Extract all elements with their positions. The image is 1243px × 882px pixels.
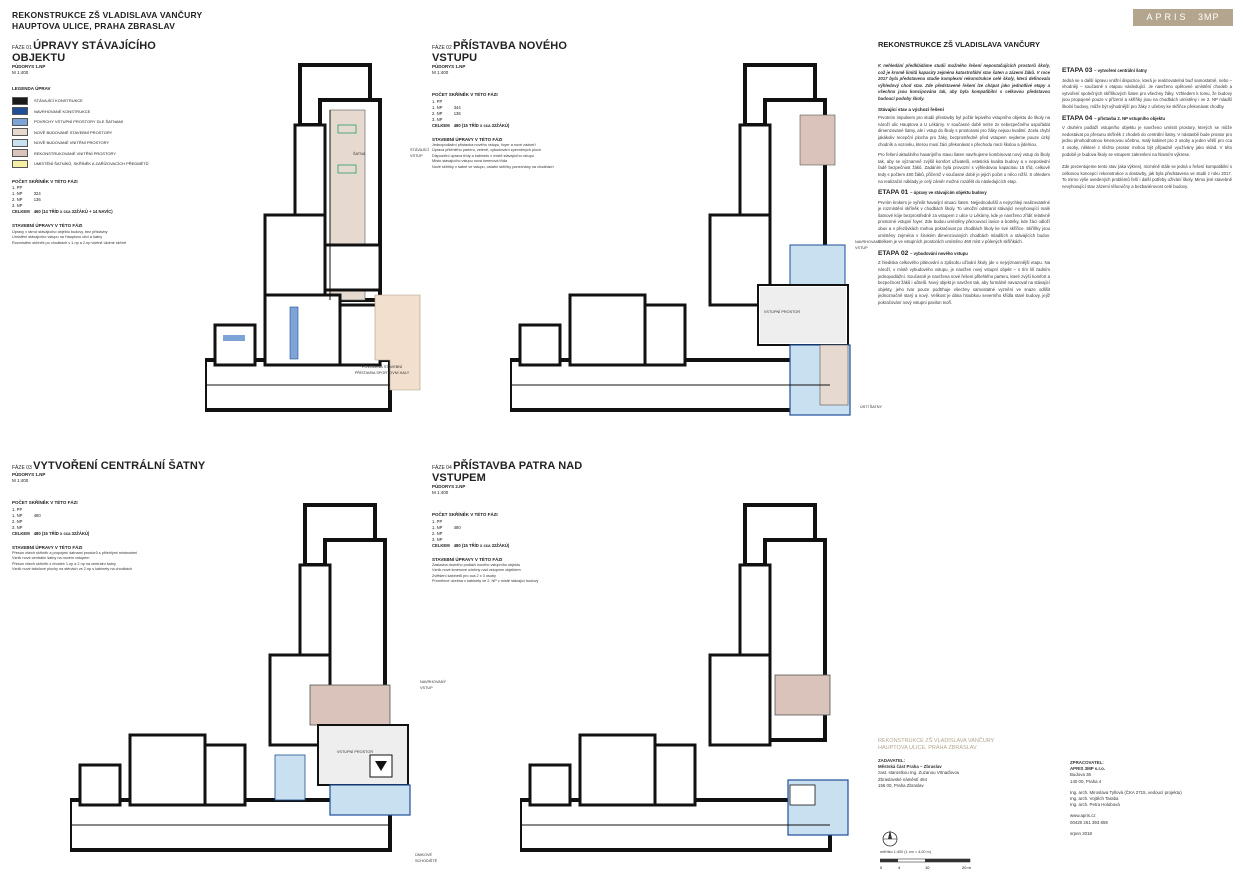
section-text: Prvním krokem je vyřešit havarijní situaci šaten. Nejjednodušší a nejrychleji realizovatelné je rozmístění skříněk v chodbách školy. To umožní odstranit stávající nevyhovující malé šatnové kóje bezprostředně za vstupem z ulice U Lékárny, kde je navrženo zřídit relativně prostorné vstupní foyer. Zde budou umístěny přezouvací lavice a botníky, kde žáci odloží obuv a v přezůvkách mohou pokračovat po chodbách školy ke své skříňce. Skříňky jsou umístěny zejména v širokém dimenzovaných chodbách mladších a stávajících budov. Celkem je ve vstupních prostorách umístěno 460 míst v půlených skříňkách. <box>878 199 1050 245</box>
legend-label: NAVRHOVANÉ KONSTRUKCE <box>34 108 91 114</box>
section-title: Stávající stav a výchozí řešení <box>878 106 944 112</box>
section-text: V druhém podlaží vstupního objektu je navrženo umístit prostory, kterých se může nedostávat po přesunu skříněk z chodeb do centrální šatny. V nástavbě bude prostor pro jednu plnohodnotnou kmenovou učebnu, malý kabinet pro 2 osoby a jeden větší pro cca 4 osoby, některé z těchto prostor mohou být případně využívány jako sklad. V této podobě je budova školy se vstupem zakresleni na hlavním výkrese. <box>1062 125 1232 157</box>
phase4-changes-title: STAVEBNÍ ÚPRAVY V TÉTO FÁZI <box>432 556 503 562</box>
phase1-scale: M 1:400 <box>12 70 29 76</box>
phase3-floor: PŮDORYS 1.NP <box>12 472 46 477</box>
etapa-title: ETAPA 03 <box>1062 67 1093 74</box>
phase3-count-title: POČET SKŘÍNĚK V TÉTO FÁZI <box>12 500 78 506</box>
list-item: Zastavba druhého podlaží nového vstupního objektu <box>432 562 521 567</box>
floor-cell: 3. NP <box>12 524 23 530</box>
legend-row <box>12 159 212 170</box>
report-column <box>878 40 1233 307</box>
legend-row <box>12 127 212 138</box>
list-item: Přesun všech skříněk z chodeb 1.np a 2.np na centrální šatny <box>12 561 116 566</box>
phase2-floor-plan <box>510 55 870 420</box>
legend-row <box>12 106 212 117</box>
author-line: Budova 36 <box>1070 772 1091 778</box>
etapa-subtitle: – vybudování nového vstupu <box>910 250 968 256</box>
legend-swatch <box>12 139 28 147</box>
scale-tick: 10 <box>925 865 930 870</box>
legend-row <box>12 117 212 128</box>
floor-cell: CELKEM <box>12 209 30 215</box>
phase3-title: VYTVOŘENÍ CENTRÁLNÍ ŠATNY <box>33 460 206 472</box>
legend-row <box>12 138 212 149</box>
floor-cell: 1. PP <box>432 98 443 104</box>
count-cell: 480 (15 TŘÍD x cca 32ŽÁKŮ) <box>453 122 510 128</box>
phase1-changes-title: STAVEBNÍ ÚPRAVY V TÉTO FÁZI <box>12 223 83 229</box>
phase3-changes-title: STAVEBNÍ ÚPRAVY V TÉTO FÁZI <box>12 544 83 550</box>
phase4-title: PŘÍSTAVBA PATRA NAD VSTUPEM <box>432 460 583 484</box>
phase2-changes-title: STAVEBNÍ ÚPRAVY V TÉTO FÁZI <box>432 136 503 142</box>
etapa-heading <box>878 190 1050 197</box>
author-label: ZPRACOVATEL: <box>1070 760 1104 765</box>
section-text: Pro řešení aktuálního havarijního stavu šaten navrhujeme kombinovat nový vstup do školy tak, aby se významně zvýšil komfort uživatelů, estetická kvalita budovy a v neposlední řadě bezpečnost žáků. Zadáním byla provozní s výhledovou kapacitou 15 tříd, celkově tedy s počtem 480 žáků, přičemž v současné době je jejich počet o něco nižší. S ohledem na realizační náklady je celý záměr možné rozdělit do následujících etap. <box>878 152 1050 184</box>
client-line: Zbraslavské náměstí 464 <box>878 776 928 782</box>
legend-label: REKONSTRUKOVANÉ VNITŘNÍ PROSTORY <box>34 150 117 156</box>
scale-tick: 4 <box>898 865 901 870</box>
phase3-exit-note: ÚNIKOVÉ SCHODIŠTĚ <box>415 853 438 863</box>
table-row <box>432 543 513 549</box>
section-text: Prvotním impulsem pro studii přestavby byl požár lepivého vstupního objektu do školy na nároží ulic Hauptova a U Lékárny. V současné době nelze 2x nebezpečného uspořádat dimenzované šatny, ale i vstup do školy s prostorami pro žáky nejsou kvalitní. Zcela chybí jakákoliv recepční plocha pro žáky, bezprostředně před vstupem nejdeme pouze úzký chodník a vozovku, kterou musí žáci překonávat v přechodu mezi školou a jídelnou. <box>878 115 1050 147</box>
legend-title: LEGENDA ÚPRAV <box>12 86 51 92</box>
phase3-heading <box>12 460 212 472</box>
list-item: Nové skříňky v šatně ve vstupu, ostatní skříňky ponechány na chodbách <box>432 164 554 169</box>
phase2-count-table <box>432 99 513 129</box>
legend-label: UMÍSTĚNÍ ŠATNÍKŮ, SKŘÍNĚK A ZAŘÍZOVACÍCH PŘEDMĚTŮ <box>34 161 149 167</box>
floor-cell: 1. NP <box>432 104 443 110</box>
legend <box>12 96 212 170</box>
table-row <box>432 123 513 129</box>
floor-cell: 1. NP <box>12 191 23 197</box>
report-title: REKONSTRUKCE ZŠ VLADISLAVA VANČURY <box>878 40 1040 49</box>
list-item: Místo stávajícího vstupu nová kmenová třída <box>432 159 508 164</box>
credits-client <box>878 738 1058 789</box>
north-arrow-icon <box>880 828 900 850</box>
logo-suffix: 3MP <box>1198 12 1220 22</box>
list-item: Proměnné učebna v kabinety ve 2. NP v místě stávající budovy <box>432 579 539 584</box>
author-line: Ing. arch. Vojtěch Taraba <box>1070 796 1119 802</box>
legend-swatch <box>12 97 28 105</box>
count-cell: 344 <box>453 104 461 110</box>
etapa-heading <box>878 251 1050 258</box>
credits-project-title: REKONSTRUKCE ZŠ VLADISLAVA VANČURY <box>878 738 995 744</box>
etapa-heading <box>1062 68 1232 75</box>
floor-cell: 1. NP <box>12 512 23 518</box>
report-intro: K nehledání předkládáme studii možného řešení nepostačujících prostorů školy, což je kromě limitů kapacity zejména katastrofální stav šaten a zázemí žáků. V roce 2017 byla představena studie komplexní rekonstrukce celé školy, která definovala výhledový chod stav. Zde představené řešení lze chápat jako jednotlivé etapy a všechna jsou koncipována tak, aby byla kompatibilní s celkovou představou budoucí podoby školy. <box>878 63 1050 101</box>
phase3-foyer-note: VSTUPNÍ PROSTOR <box>336 750 374 754</box>
list-item: Vznik nové centrální šatny na novém vstupem <box>12 556 90 561</box>
scale-tick: 20 m <box>962 865 971 870</box>
credits-project-address: HAUPTOVA ULICE, PRAHA ZBRASLAV <box>878 745 977 751</box>
floor-cell: 2. NP <box>432 110 443 116</box>
floor-cell: 2. NP <box>432 530 443 536</box>
author-line: www.apris.cz <box>1070 813 1096 819</box>
client-line: 156 00, Praha Zbraslav <box>878 782 924 788</box>
list-item: Dispoziční úprava třídy a kabinetu v místě stávajícího vstupu <box>432 153 534 158</box>
legend-row <box>12 96 212 107</box>
floor-cell: CELKEM <box>432 542 450 548</box>
floor-cell: 1. PP <box>12 506 23 512</box>
floor-cell: 2. NP <box>12 518 23 524</box>
project-header <box>12 10 202 32</box>
phase4-floor: PŮDORYS 2.NP <box>432 484 466 489</box>
report-col-left <box>878 63 1050 307</box>
phase1-count-title: POČET SKŘÍNĚK V TÉTO FÁZI <box>12 179 78 185</box>
project-title: REKONSTRUKCE ZŠ VLADISLAVA VANČURY <box>12 10 203 20</box>
phase2-label: FÁZE 02 <box>432 45 452 51</box>
count-cell: 324 <box>33 191 41 197</box>
etapa-title: ETAPA 02 <box>878 249 909 257</box>
phase1-heading <box>12 40 212 64</box>
list-item: Úpravy v rámci stávajícího objektu budovy, bez přístavby <box>12 229 108 234</box>
legend-label: NOVĚ BUDOVANÉ VNITŘNÍ PROSTORY <box>34 140 110 146</box>
phase1-title: ÚPRAVY STÁVAJÍCÍHO OBJEKTU <box>12 40 156 64</box>
phase3-scale: M 1:400 <box>12 478 29 484</box>
list-item: Vznik nové kmenové učebny nad vstupním objektem <box>432 568 521 573</box>
scale-bar <box>880 858 980 874</box>
phase1-entrance-note: STÁVAJÍCÍ VSTUP <box>410 148 429 158</box>
scale-text: měřítko 1:400 (1 cm = 4,00 m) <box>880 850 931 854</box>
phase4-heading <box>432 460 592 484</box>
legend-swatch <box>12 160 28 168</box>
list-item: Zvětšení kabinetů pro cca 2 x 3 osoby <box>432 573 496 578</box>
phase2-stairs-note: ÚSTÍ ŠATNY <box>860 405 883 409</box>
etapa-subtitle: – přístavba 2. NP vstupního objektu <box>1094 115 1166 121</box>
phase1-sports-note: POVOLENÁ STAVEBNÍ PŘÍSTAVBA SPORTOVNÍ HALY <box>354 365 410 375</box>
count-cell: 480 (15 TŘÍD x cca 32ŽÁKŮ) <box>33 530 90 536</box>
client-label: ZADAVATEL: <box>878 758 906 763</box>
report-col-right <box>1062 63 1232 307</box>
floor-cell: 1. PP <box>12 185 23 191</box>
count-cell: 136 <box>453 110 461 116</box>
phase1-changes <box>12 230 212 247</box>
etapa-heading <box>1062 116 1232 123</box>
floor-cell: 1. NP <box>432 524 443 530</box>
phase1-floor: PŮDORYS 1.NP <box>12 64 46 69</box>
client-line: Městská část Praha – Zbraslav <box>878 764 942 770</box>
phase3-label: FÁZE 03 <box>12 465 32 471</box>
floor-cell: 3. NP <box>12 203 23 209</box>
scale-tick: 0 <box>880 865 883 870</box>
phase4-count-title: POČET SKŘÍNĚK V TÉTO FÁZI <box>432 512 498 518</box>
phase2-entrance-note: NAVRHOVANÝ VSTUP <box>855 240 882 250</box>
list-item: Vznik nové tabulové plochy na stěnách ve 2.np s kabinety na chodbách <box>12 567 133 572</box>
legend-row <box>12 148 212 159</box>
phase2-floor: PŮDORYS 1.NP <box>432 64 466 69</box>
report-body <box>878 63 1233 307</box>
section-text: Jedná se o další úpravu vnitřní dispozice, která je realizovatelná buď samostatně, nebo – vhodněji – současně s etapou následující. Je navrženo opětovné umístění chodeb a vytvoření společných skříňkových šaten pro všechny žáky. Vzhledem k tomu, že budovy jsou propojené pouze v přízemí a skříňky jsou na chodbách umístěny i ve 2. NP mladší školní budovy, může být výhodnější pro žáky z učebny ke skříňce překonávat chodby. <box>1062 77 1232 109</box>
legend-swatch <box>12 128 28 136</box>
count-cell: 480 <box>453 524 461 530</box>
floor-cell: CELKEM <box>12 530 30 536</box>
phase1-label: FÁZE 01 <box>12 45 32 51</box>
phase4-floor-plan <box>520 495 865 865</box>
author-line: 140 00, Praha 4 <box>1070 778 1102 784</box>
list-item: Umístění stávajícího vstupu na Hauptovu ulici a šatny <box>12 235 103 240</box>
author-line: Ing. arch. Miroslava Tyllová (ČKA 2715, vedoucí projektu) <box>1070 789 1182 795</box>
list-item: Přesun všech skříněk a propojení šatnami prostorů s přilehlými místnostmi <box>12 550 138 555</box>
etapa-title: ETAPA 01 <box>878 189 909 197</box>
author-line: 00420 261 393 859 <box>1070 819 1108 825</box>
floor-cell: 3. NP <box>432 116 443 122</box>
legend-swatch <box>12 149 28 157</box>
count-cell: 480 <box>33 512 41 518</box>
author-line: APRIS 3MP s.r.o. <box>1070 766 1106 772</box>
author-line: Ing. arch. Petra Holubová <box>1070 802 1120 808</box>
legend-swatch <box>12 118 28 126</box>
etapa-title: ETAPA 04 <box>1062 114 1093 122</box>
credits-author <box>1070 760 1235 837</box>
floor-cell: 1. PP <box>432 518 443 524</box>
count-cell: 480 (15 TŘÍD x cca 32ŽÁKŮ) <box>453 542 510 548</box>
floor-cell: 3. NP <box>432 536 443 542</box>
logo-brand: APRIS <box>1146 12 1189 22</box>
phase2-title: PŘÍSTAVBA NOVÉHO VSTUPU <box>432 40 567 64</box>
floor-cell: 2. NP <box>12 197 23 203</box>
section-text: Z hlediska celkového plánování a způsobu užívání školy jde o nejvýznamnější etapu. Na nároží, v místě vybudového vstupu, je navržen nový vstupní objekt – s tím lilí zadním jednopodlažní. Současně je navržena nové řešení přilehlého parteru, které zvýší komfort a bezpečnost žáků i učitelů. Nový objekt je navržen tak, aby formálně navazoval na stávající objekty, jeho tvar pouze podtrhuje všechny samostatné vyznění ve snaze odlišit jednoznačně starý a nový. Velikost je dána hloubkou severního křídla staré budovy, jejíž pokračování nový vstupní pavilon tvoří. <box>878 260 1050 305</box>
list-item: Jednopodlažní přístavba nového vstupu, foyer a nové zádveří <box>432 142 536 147</box>
client-line: zast. starostkou Ing. Zuzanou Vrtnaďovou <box>878 770 960 776</box>
phase2-count-title: POČET SKŘÍNĚK V TÉTO FÁZI <box>432 92 498 98</box>
author-line: srpen 2018 <box>1070 830 1092 836</box>
phase3-entrance-note: NAVRHOVANÝ VSTUP <box>420 680 447 690</box>
table-row <box>12 209 117 215</box>
phase1-count-table <box>12 185 117 215</box>
phase1-panel <box>12 40 212 246</box>
phase4-scale: M 1:400 <box>432 490 449 496</box>
phase4-count-table <box>432 519 513 549</box>
phase4-label: FÁZE 04 <box>432 465 452 471</box>
legend-swatch <box>12 107 28 115</box>
phase2-foyer-note: VSTUPNÍ PROSTOR <box>763 310 801 314</box>
phase3-floor-plan <box>70 495 430 865</box>
list-item: Úprava přilehlého parteru, zeleně, vybudování zpevněných ploch <box>432 148 542 153</box>
legend-label: STÁVAJÍCÍ KONSTRUKCE <box>34 98 83 104</box>
etapa-subtitle: – úpravy ve stávajícím objektu budovy <box>910 190 987 196</box>
section-text: Zde prezentujeme tento stav (aka výkres), nicméně stále se jedná o řešení kompatibilní s celkovou koncepcí rekonstrukce a dostavby, jak byla představena ve studii z roku 2017. To mimo výše uvedených problémů řeší i další potřeby užívání školy. Mimo jiné stavebně nevyhovující stav zázemí tělocvičny a bezbariérovost celé budovy. <box>1062 164 1232 189</box>
legend-label: NOVĚ BUDOVANÉ STAVEBNÍ PROSTORY <box>34 129 113 135</box>
phase2-scale: M 1:400 <box>432 70 449 76</box>
floor-cell: CELKEM <box>432 122 450 128</box>
etapa-subtitle: – vytvoření centrální šatny <box>1094 68 1147 73</box>
phase1-wardrobe-note: ŠATNA <box>353 152 366 156</box>
project-address: HAUPTOVA ULICE, PRAHA ZBRASLAV <box>12 21 176 31</box>
count-cell: 136 <box>33 197 41 203</box>
count-cell: 460 (14 TŘÍD x cca 32ŽÁKŮ + 14 NAVÍC) <box>33 209 113 215</box>
legend-label: POVRCHY VSTUPNÍ PROSTORY DLE ŠATNAMI <box>34 119 123 125</box>
list-item: Rozmístění skříněk po chodbách v 1.np a 2.np včetně úložné skříně <box>12 240 127 245</box>
apris-logo <box>1133 9 1233 26</box>
